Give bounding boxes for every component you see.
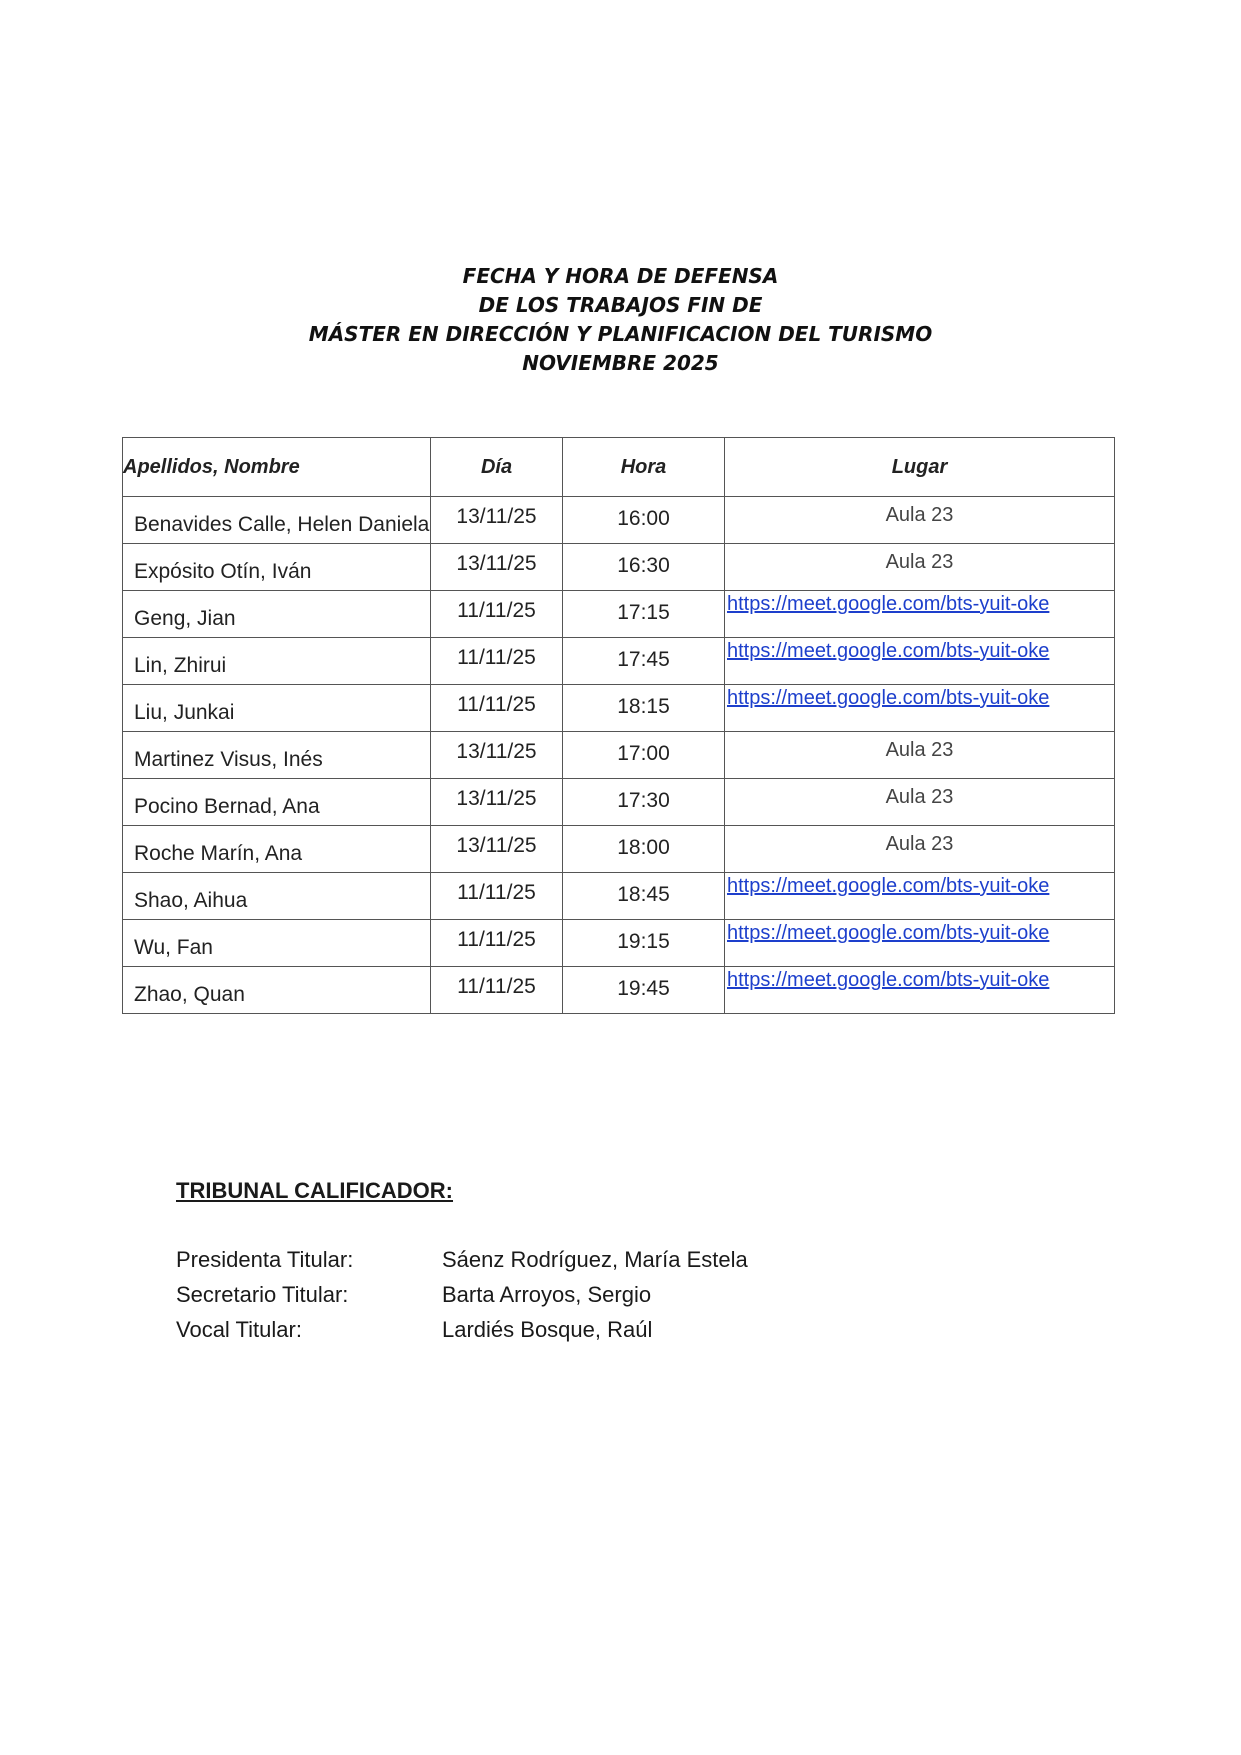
defense-day: 11/11/25 <box>457 881 536 904</box>
member-role: Vocal Titular: <box>176 1317 302 1342</box>
title-line-2: DE LOS TRABAJOS FIN DE <box>478 293 763 317</box>
table-row <box>123 544 1115 591</box>
cell-day <box>431 591 563 638</box>
defense-day: 13/11/25 <box>456 740 537 763</box>
cell-name <box>123 685 431 732</box>
header-day: Día <box>431 438 563 497</box>
title-line-1: FECHA Y HORA DE DEFENSA <box>462 264 779 288</box>
cell-day <box>431 544 563 591</box>
cell-day <box>431 685 563 732</box>
cell-place <box>725 638 1115 685</box>
tribunal-heading: TRIBUNAL CALIFICADOR: <box>176 1178 454 1203</box>
cell-day <box>431 967 563 1014</box>
cell-place <box>725 591 1115 638</box>
cell-hour <box>563 732 725 779</box>
student-name: Pocino Bernad, Ana <box>134 795 320 818</box>
table-row <box>123 685 1115 732</box>
schedule-table <box>122 437 1115 1014</box>
cell-place <box>725 685 1115 732</box>
cell-day <box>431 873 563 920</box>
cell-hour <box>563 920 725 967</box>
member-name: Barta Arroyos, Sergio <box>442 1282 652 1307</box>
cell-name <box>123 638 431 685</box>
student-name: Wu, Fan <box>134 936 213 959</box>
cell-name <box>123 497 431 544</box>
defense-hour: 17:45 <box>617 648 670 671</box>
defense-day: 13/11/25 <box>456 505 537 528</box>
cell-hour <box>563 638 725 685</box>
table-row <box>123 967 1115 1014</box>
cell-day <box>431 826 563 873</box>
defense-hour: 17:15 <box>617 601 670 624</box>
place-label: Aula 23 <box>885 833 954 855</box>
table-row <box>123 591 1115 638</box>
cell-place <box>725 732 1115 779</box>
cell-name <box>123 591 431 638</box>
table-row <box>123 920 1115 967</box>
table-row <box>123 497 1115 544</box>
defense-hour: 16:00 <box>617 507 670 530</box>
table-header-row <box>123 438 1115 497</box>
meet-link[interactable]: https://meet.google.com/bts-yuit-oke <box>727 640 1050 662</box>
defense-day: 11/11/25 <box>457 928 536 951</box>
cell-place <box>725 873 1115 920</box>
student-name: Benavides Calle, Helen Daniela <box>134 513 430 536</box>
cell-hour <box>563 826 725 873</box>
student-name: Zhao, Quan <box>134 983 245 1006</box>
cell-hour <box>563 544 725 591</box>
meet-link[interactable]: https://meet.google.com/bts-yuit-oke <box>727 969 1050 991</box>
cell-day <box>431 779 563 826</box>
cell-day <box>431 497 563 544</box>
cell-name <box>123 826 431 873</box>
cell-place <box>725 920 1115 967</box>
defense-hour: 19:45 <box>617 977 670 1000</box>
cell-day <box>431 638 563 685</box>
cell-day <box>431 732 563 779</box>
defense-hour: 18:15 <box>617 695 670 718</box>
cell-day <box>431 920 563 967</box>
cell-hour <box>563 779 725 826</box>
meet-link[interactable]: https://meet.google.com/bts-yuit-oke <box>727 922 1050 944</box>
table-row <box>123 873 1115 920</box>
defense-day: 11/11/25 <box>457 599 536 622</box>
defense-day: 11/11/25 <box>457 693 536 716</box>
student-name: Geng, Jian <box>134 607 236 630</box>
student-name: Shao, Aihua <box>134 889 248 912</box>
student-name: Lin, Zhirui <box>134 654 227 677</box>
cell-place <box>725 967 1115 1014</box>
meet-link[interactable]: https://meet.google.com/bts-yuit-oke <box>727 875 1050 897</box>
cell-place <box>725 544 1115 591</box>
student-name: Martinez Visus, Inés <box>134 748 323 771</box>
cell-place <box>725 497 1115 544</box>
cell-name <box>123 732 431 779</box>
cell-name <box>123 920 431 967</box>
student-name: Roche Marín, Ana <box>134 842 303 865</box>
title-line-3: MÁSTER EN DIRECCIÓN Y PLANIFICACION DEL TURISMO <box>308 322 933 346</box>
student-name: Expósito Otín, Iván <box>134 560 312 583</box>
title-line-4: NOVIEMBRE 2025 <box>522 351 719 375</box>
defense-day: 13/11/25 <box>456 552 537 575</box>
defense-hour: 18:00 <box>617 836 670 859</box>
defense-hour: 16:30 <box>617 554 670 577</box>
document-title <box>0 262 1241 378</box>
cell-hour <box>563 497 725 544</box>
defense-day: 11/11/25 <box>457 646 536 669</box>
cell-hour <box>563 967 725 1014</box>
cell-name <box>123 779 431 826</box>
defense-hour: 17:00 <box>617 742 670 765</box>
cell-name <box>123 873 431 920</box>
meet-link[interactable]: https://meet.google.com/bts-yuit-oke <box>727 593 1050 615</box>
cell-name <box>123 544 431 591</box>
defense-hour: 17:30 <box>617 789 670 812</box>
cell-name <box>123 967 431 1014</box>
cell-place <box>725 779 1115 826</box>
place-label: Aula 23 <box>885 739 954 761</box>
cell-hour <box>563 873 725 920</box>
member-name: Lardiés Bosque, Raúl <box>442 1317 653 1342</box>
defense-day: 13/11/25 <box>456 787 537 810</box>
table-row <box>123 638 1115 685</box>
header-name: Apellidos, Nombre <box>123 438 431 497</box>
defense-day: 13/11/25 <box>456 834 537 857</box>
header-hour: Hora <box>563 438 725 497</box>
defense-day: 11/11/25 <box>457 975 536 998</box>
member-role: Secretario Titular: <box>176 1282 349 1307</box>
place-label: Aula 23 <box>885 504 954 526</box>
member-name: Sáenz Rodríguez, María Estela <box>442 1247 748 1272</box>
defense-hour: 18:45 <box>617 883 670 906</box>
member-role: Presidenta Titular: <box>176 1247 354 1272</box>
table-row <box>123 732 1115 779</box>
place-label: Aula 23 <box>885 551 954 573</box>
cell-place <box>725 826 1115 873</box>
meet-link[interactable]: https://meet.google.com/bts-yuit-oke <box>727 687 1050 709</box>
defense-hour: 19:15 <box>617 930 670 953</box>
table-row <box>123 779 1115 826</box>
cell-hour <box>563 591 725 638</box>
header-place: Lugar <box>725 438 1115 497</box>
table-row <box>123 826 1115 873</box>
student-name: Liu, Junkai <box>134 701 235 724</box>
cell-hour <box>563 685 725 732</box>
place-label: Aula 23 <box>885 786 954 808</box>
